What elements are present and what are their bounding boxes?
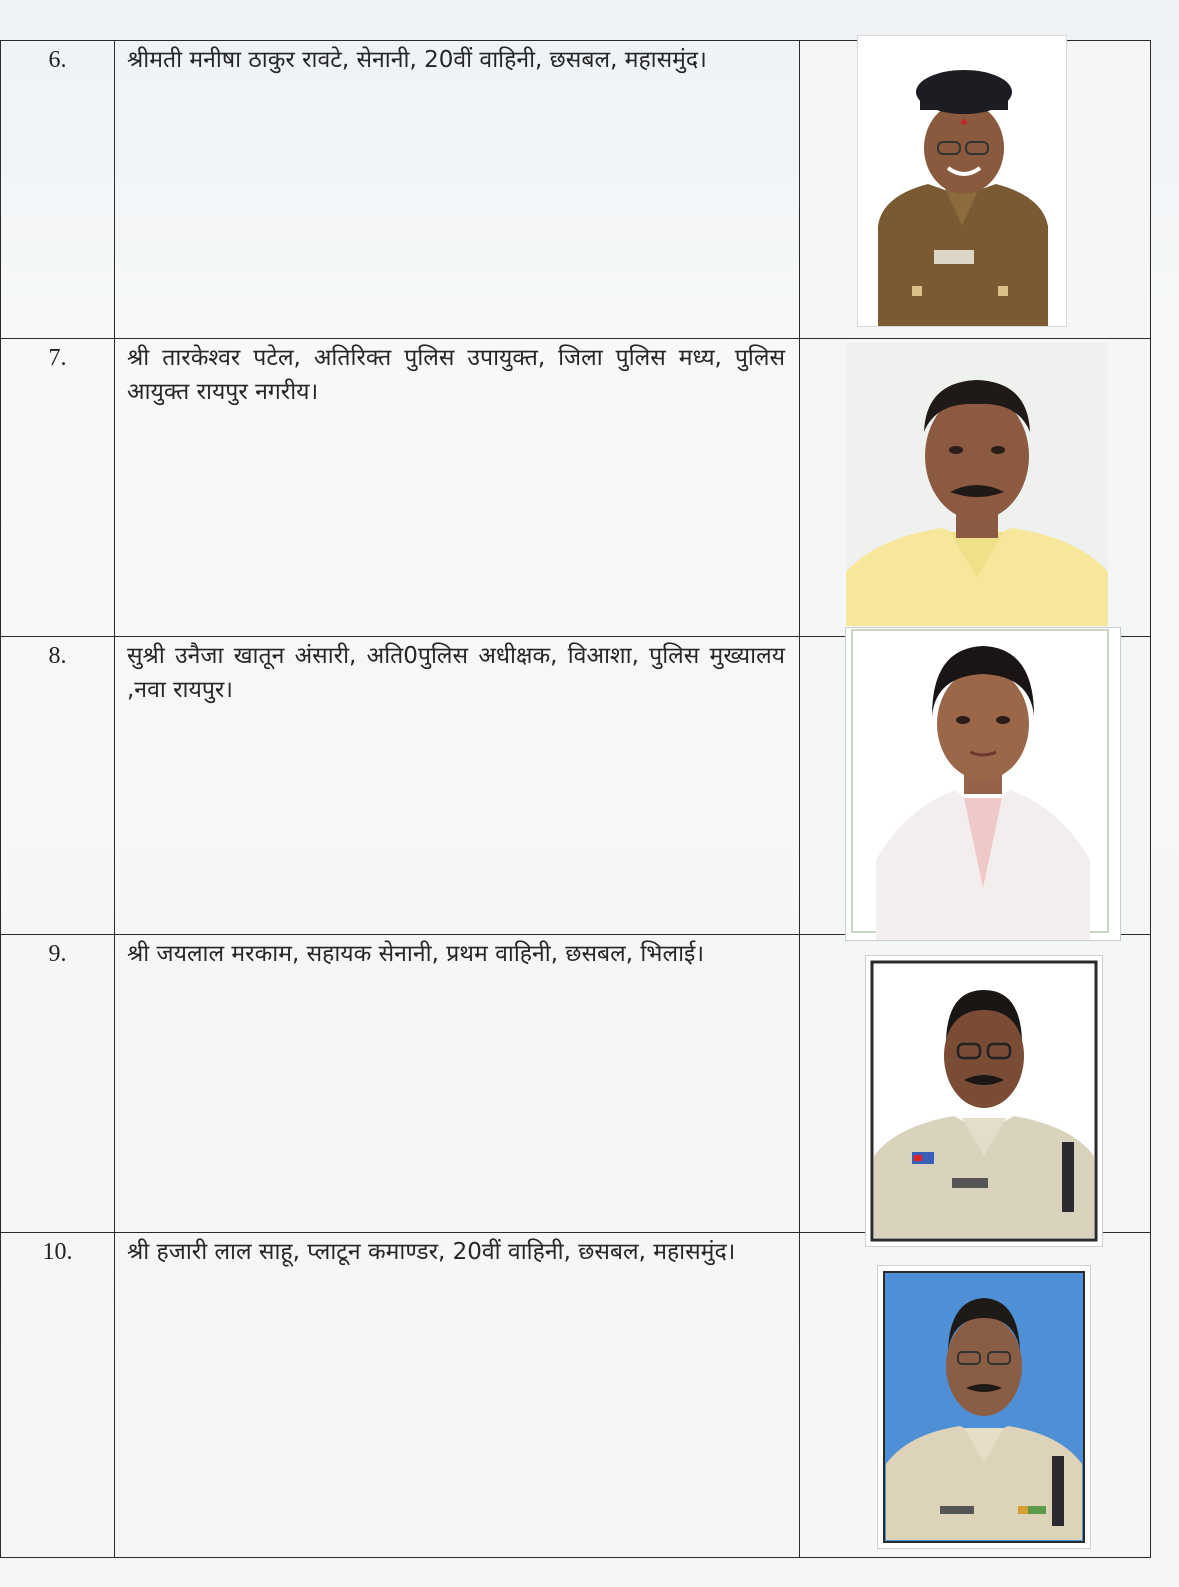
officer-description: श्री तारकेश्वर पटेल, अतिरिक्त पुलिस उपायुक्त, जिला पुलिस मध्य, पुलिस आयुक्त रायपुर नगरीय। <box>115 339 800 637</box>
serial-number: 7. <box>1 339 115 637</box>
officer-description: श्री हजारी लाल साहू, प्लाटून कमाण्डर, 20वीं वाहिनी, छसबल, महासमुंद। <box>115 1233 800 1558</box>
officer-description: सुश्री उनैजा खातून अंसारी, अति0पुलिस अधीक्षक, विआशा, पुलिस मुख्यालय ,नवा रायपुर। <box>115 637 800 935</box>
officer-description: श्री जयलाल मरकाम, सहायक सेनानी, प्रथम वाहिनी, छसबल, भिलाई। <box>115 935 800 1233</box>
serial-number: 8. <box>1 637 115 935</box>
officer-photo-10 <box>878 1266 1090 1548</box>
serial-number: 6. <box>1 41 115 339</box>
serial-number: 10. <box>1 1233 115 1558</box>
officer-photo-9 <box>866 956 1102 1246</box>
officer-photo-8 <box>846 628 1120 940</box>
officer-photo-6 <box>858 36 1066 326</box>
officer-photo-7 <box>846 342 1108 626</box>
officer-description: श्रीमती मनीषा ठाकुर रावटे, सेनानी, 20वीं वाहिनी, छसबल, महासमुंद। <box>115 41 800 339</box>
serial-number: 9. <box>1 935 115 1233</box>
